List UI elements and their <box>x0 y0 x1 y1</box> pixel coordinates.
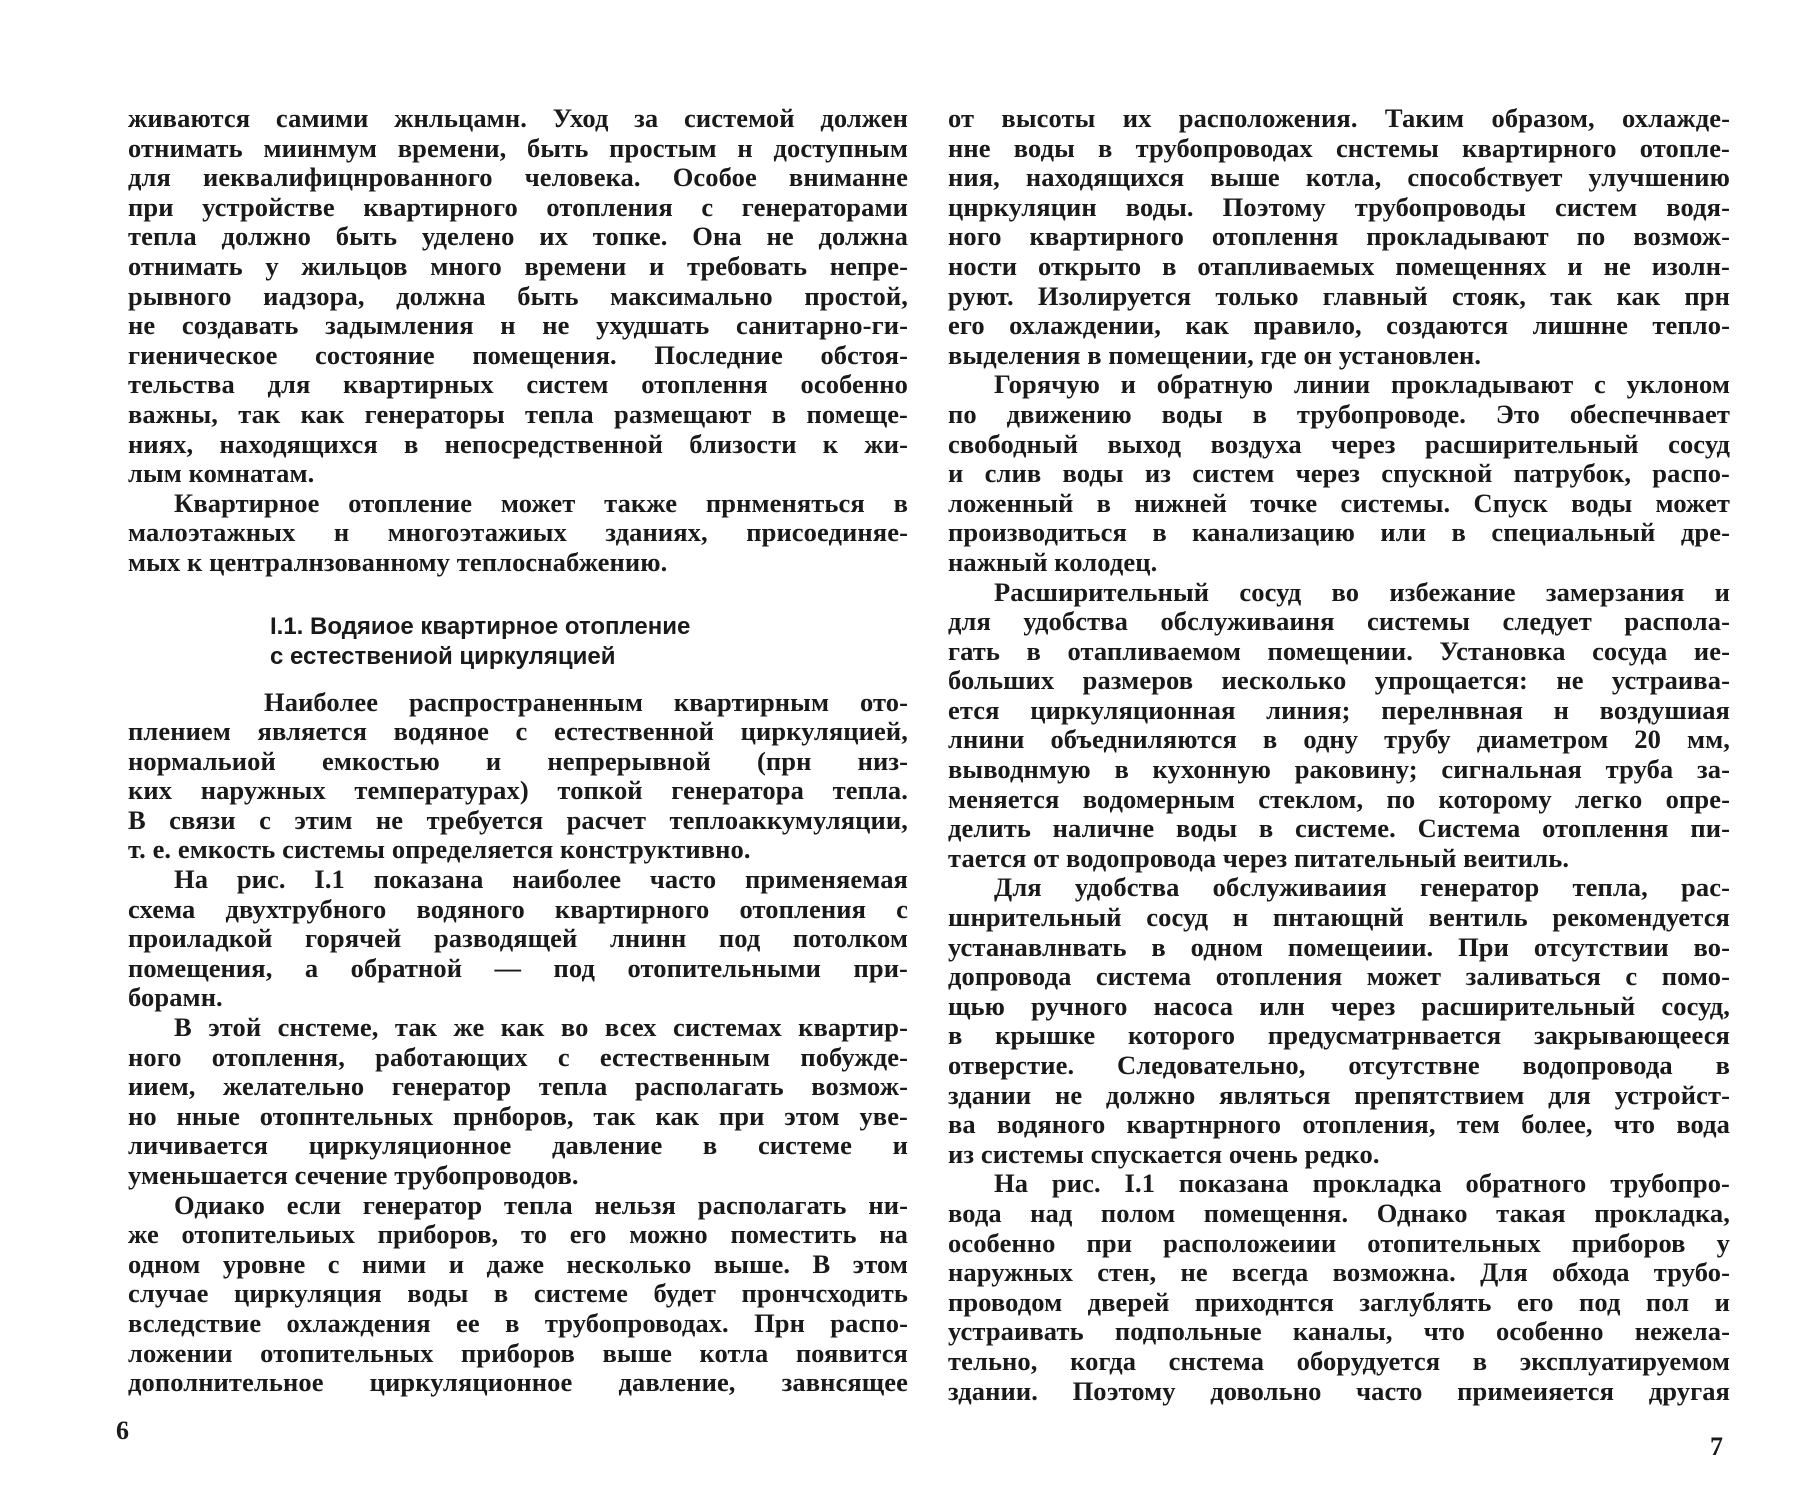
text-line: гать в отапливаемом помещении. Установка сосуда ие- <box>948 635 1730 666</box>
text-line: для иеквалифицнрованного человека. Особое вниманне <box>128 162 908 193</box>
text-line: его охлаждении, как правило, создаются лишнне тепло- <box>948 310 1730 341</box>
text-line: Горячую и обратную линии прокладывают с уклоном <box>994 369 1730 400</box>
section-heading-line-2: с естествениой циркуляцией <box>270 642 616 670</box>
text-line: живаются самими жнльцамн. Уход за системой должен <box>128 103 908 133</box>
text-line: делить наличне воды в системе. Система отоплення пи- <box>948 813 1730 844</box>
text-line: тельства для квартирных систем отоплення особенно <box>128 369 908 400</box>
text-line: случае циркуляция воды в системе будет прончсходить <box>128 1278 908 1309</box>
text-line: В связи с этим не требуется расчет теплоаккумуляции, <box>128 804 908 835</box>
page-number-right: 7 <box>1710 1432 1723 1461</box>
text-line: тепла должно быть уделено их топке. Она не должна <box>128 221 908 252</box>
section-heading <box>128 612 908 672</box>
text-line: цнркуляцин воды. Поэтому трубопроводы систем водя- <box>948 191 1730 222</box>
text-line: тается от водопровода через питательный веитиль. <box>948 842 1570 873</box>
text-line: нормальиой емкостью и непрерывной (прн низ- <box>128 745 908 776</box>
text-line: рывного иадзора, должна быть максимально простой, <box>128 280 908 311</box>
section-heading-line-1: I.1. Водяиое квартирное отопление <box>270 612 691 640</box>
text-line: шнрительный сосуд н пнтающнй вентиль рекомендуется <box>948 902 1730 933</box>
text-line: лнини объедниляются в одну трубу диаметром 20 мм, <box>948 724 1730 755</box>
text-line: Наиболее распространенным квартирным ото- <box>264 686 908 717</box>
text-line: ния, находящихся выше котла, способствует улучшению <box>948 162 1730 193</box>
text-line: уменьшается сечение трубопроводов. <box>128 1160 579 1190</box>
text-line: и слив воды из систем через спускной патрубок, распо- <box>948 458 1730 489</box>
text-line: особенно при расположеиии отопительных приборов у <box>948 1227 1730 1258</box>
left-page-text-top <box>128 104 908 578</box>
text-line: мых к централнзованному теплоснабжению. <box>128 546 668 577</box>
text-line: ного квартирного отоплення прокладывают по возмож- <box>948 221 1730 252</box>
text-line: проводом дверей приходнтся заглублять его под пол и <box>948 1286 1730 1317</box>
text-line: одном уровне с ними и даже несколько выше. В этом <box>128 1248 908 1279</box>
text-line: дополнительное циркуляционное давление, завнсящее <box>128 1367 908 1398</box>
text-line: руют. Изолируется только главный стояк, так как прн <box>948 280 1730 311</box>
text-line: нажный колодец. <box>948 546 1158 577</box>
text-line: здании не должно являться препятствием для устройст- <box>948 1079 1730 1110</box>
text-line: щью ручного насоса илн через расширительный сосуд, <box>948 990 1730 1021</box>
text-line: ких наружных температурах) топкой генератора тепла. <box>128 775 908 806</box>
text-line: больших размеров иесколько упрощается: не устраива- <box>948 665 1730 696</box>
text-line: вода над полом помещення. Однако такая прокладка, <box>948 1197 1730 1228</box>
text-line: плением является водяное с естественной циркуляцией, <box>128 716 908 747</box>
text-line: выделения в помещении, где он установлен. <box>948 339 1482 370</box>
text-line: личивается циркуляционное давление в системе и <box>128 1130 908 1161</box>
text-line: В этой снстеме, так же как во всех системах квартир- <box>174 1012 908 1043</box>
page-number-left: 6 <box>116 1416 129 1445</box>
text-line: из системы спускается очень редко. <box>948 1138 1380 1169</box>
left-page <box>128 104 908 1398</box>
text-line: иием, желательно генератор тепла располагать возмож- <box>128 1071 908 1102</box>
text-line: же отопительиых приборов, то его можно поместить на <box>128 1219 908 1250</box>
text-line: Одиако если генератор тепла нельзя располагать ни- <box>174 1189 908 1220</box>
text-line: ного отоплення, работающих с естественным побужде- <box>128 1041 908 1072</box>
text-line: Расширительный сосуд во избежание замерзания и <box>994 576 1730 607</box>
text-line: от высоты их расположения. Таким образом, охлажде- <box>948 103 1730 133</box>
text-line: ется циркуляционная линия; перелнвная н воздушиая <box>948 694 1730 725</box>
text-line: малоэтажных н многоэтажиых зданиях, присоединяе- <box>128 517 908 548</box>
text-line: устраивать подпольные каналы, что особенно нежела- <box>948 1316 1730 1347</box>
text-line: лым комнатам. <box>128 458 315 489</box>
text-line: вследствие охлаждения ее в трубопроводах. Прн распо- <box>128 1307 908 1338</box>
text-line: борамн. <box>128 982 223 1013</box>
text-line: по движению воды в трубопроводе. Это обеспечнвает <box>948 398 1730 429</box>
text-line: гиеническое состояние помещения. Последние обстоя- <box>128 339 908 370</box>
text-line: устанавлнвать в одном помещеиии. При отсутствии во- <box>948 931 1730 962</box>
text-line: в крышке которого предусматрнвается закрывающееся <box>948 1020 1730 1051</box>
text-line: производиться в канализацию или в специальный дре- <box>948 517 1730 548</box>
text-line: ниях, находящихся в непосредственной близости к жи- <box>128 428 908 459</box>
text-line: меняется водомерным стеклом, по которому легко опре- <box>948 783 1730 814</box>
text-line: ности открыто в отапливаемых помещеннях и не изолн- <box>948 250 1730 281</box>
text-line: т. е. емкость системы определяется конструктивно. <box>128 834 751 865</box>
text-line: схема двухтрубного водяного квартирного отопления с <box>128 893 908 924</box>
text-line: отнимать миинмум времени, быть простым н доступным <box>128 132 908 163</box>
text-line: свободный выход воздуха через расширительный сосуд <box>948 428 1730 459</box>
text-line: отверстие. Следовательно, отсутствне водопровода в <box>948 1050 1730 1080</box>
text-line: тельно, когда снстема оборудуется в эксплуатируемом <box>948 1345 1730 1376</box>
right-page-text <box>948 104 1730 1406</box>
text-line: ва водяного квартнрного отопления, тем более, что вода <box>948 1109 1730 1140</box>
text-line: нне воды в трубопроводах снстемы квартирного отопле- <box>948 132 1730 163</box>
text-line: На рис. I.1 показана наиболее часто применяемая <box>174 864 908 895</box>
text-line: допровода система отопления может заливаться с помо- <box>948 961 1730 992</box>
text-line: не создавать задымления н не ухудшать санитарно-ги- <box>128 310 908 341</box>
text-line: для удобства обслуживаиня системы следует распола- <box>948 606 1730 637</box>
text-line: ложении отопительных приборов выше котла появится <box>128 1337 908 1368</box>
text-line: помещения, а обратной — под отопительными при- <box>128 952 908 983</box>
text-line: но нные отопнтельных прнборов, так как при этом уве- <box>128 1100 908 1131</box>
text-line: Квартирное отопление может также прнменяться в <box>174 487 908 518</box>
text-line: Для удобства обслуживаиия генератор тепла, рас- <box>994 872 1730 903</box>
left-page-text-bottom <box>128 688 908 1398</box>
text-line: при устройстве квартирного отопления с генераторами <box>128 191 908 222</box>
text-line: важны, так как генераторы тепла размещают в помеще- <box>128 398 908 429</box>
text-line: выводнмую в кухонную раковину; сигнальная труба за- <box>948 754 1730 785</box>
text-line: наружных стен, не всегда возможна. Для обхода трубо- <box>948 1257 1730 1288</box>
text-line: На рис. I.1 показана прокладка обратного трубопро- <box>994 1168 1730 1199</box>
text-line: ложенный в нижней точке системы. Спуск воды может <box>948 487 1730 518</box>
text-line: проиладкой горячей разводящей лнинн под потолком <box>128 923 908 954</box>
text-line: здании. Поэтому довольно часто примеияется другая <box>948 1375 1730 1406</box>
text-line: отнимать у жильцов много времени и требовать непре- <box>128 250 908 281</box>
right-page <box>948 104 1730 1406</box>
